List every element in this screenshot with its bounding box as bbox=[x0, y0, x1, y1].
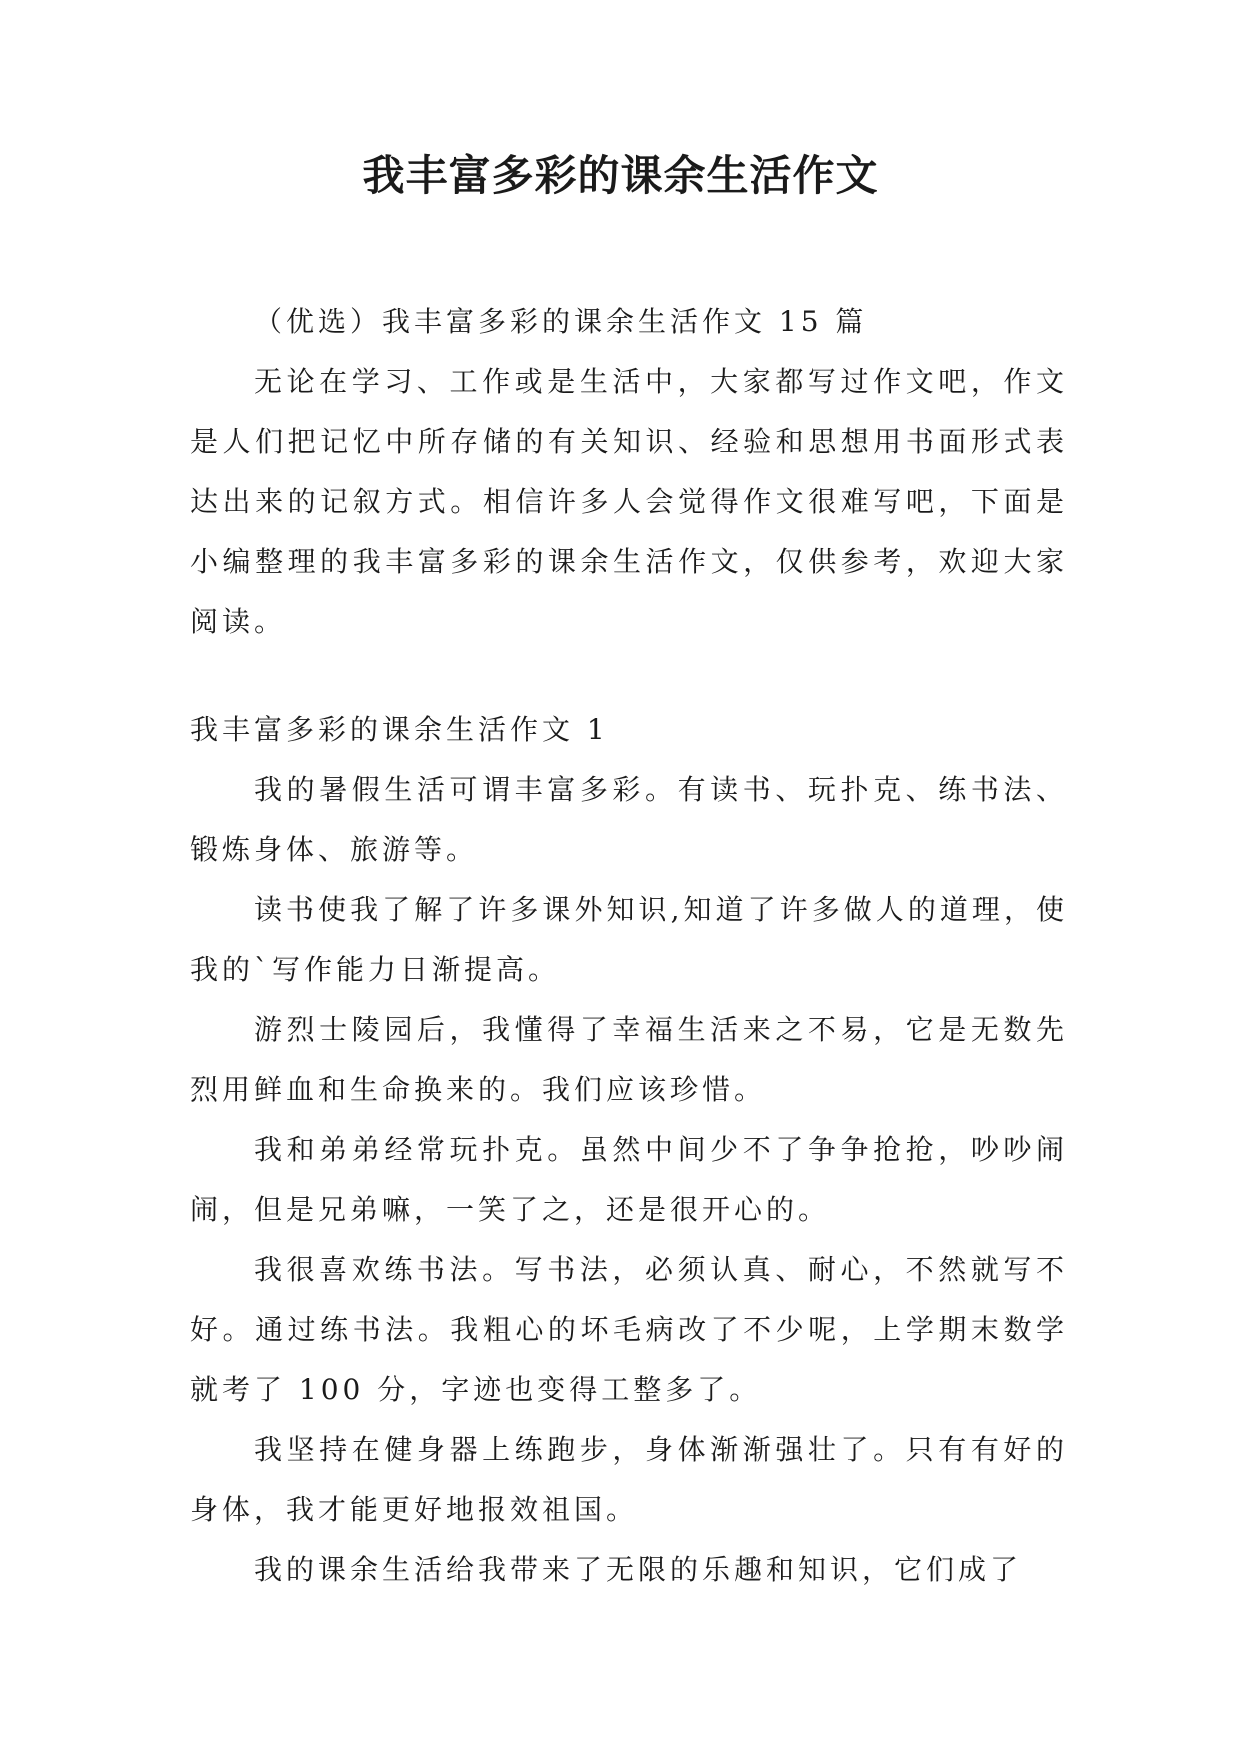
section-paragraph: 我的暑假生活可谓丰富多彩。有读书、玩扑克、练书法、锻炼身体、旅游等。 bbox=[190, 773, 1068, 866]
intro-paragraph: 无论在学习、工作或是生活中，大家都写过作文吧，作文是人们把记忆中所存储的有关知识、经验和思想用书面形式表达出来的记叙方式。相信许多人会觉得作文很难写吧，下面是小编整理的我丰富多彩的课余生活作文，仅供参考，欢迎大家阅读。 bbox=[190, 365, 1068, 638]
intro-subtitle: （优选）我丰富多彩的课余生活作文 15 篇 bbox=[254, 305, 868, 338]
section-paragraph: 我很喜欢练书法。写书法，必须认真、耐心，不然就写不好。通过练书法。我粗心的坏毛病改了不少呢，上学期末数学就考了 100 分，字迹也变得工整多了。 bbox=[190, 1253, 1068, 1406]
section-paragraph: 读书使我了解了许多课外知识,知道了许多做人的道理，使我的`写作能力日渐提高。 bbox=[190, 893, 1068, 986]
section-heading: 我丰富多彩的课余生活作文 1 bbox=[190, 713, 609, 746]
section-paragraph: 我坚持在健身器上练跑步，身体渐渐强壮了。只有有好的身体，我才能更好地报效祖国。 bbox=[190, 1433, 1068, 1526]
section-paragraph: 游烈士陵园后，我懂得了幸福生活来之不易，它是无数先烈用鲜血和生命换来的。我们应该珍惜。 bbox=[190, 1013, 1068, 1106]
document-body bbox=[190, 292, 1068, 1600]
section-paragraph: 我的课余生活给我带来了无限的乐趣和知识，它们成了 bbox=[254, 1553, 1023, 1586]
document-title: 我丰富多彩的课余生活作文 bbox=[362, 151, 879, 200]
section-paragraph: 我和弟弟经常玩扑克。虽然中间少不了争争抢抢，吵吵闹闹，但是兄弟嘛，一笑了之，还是很开心的。 bbox=[190, 1133, 1068, 1226]
